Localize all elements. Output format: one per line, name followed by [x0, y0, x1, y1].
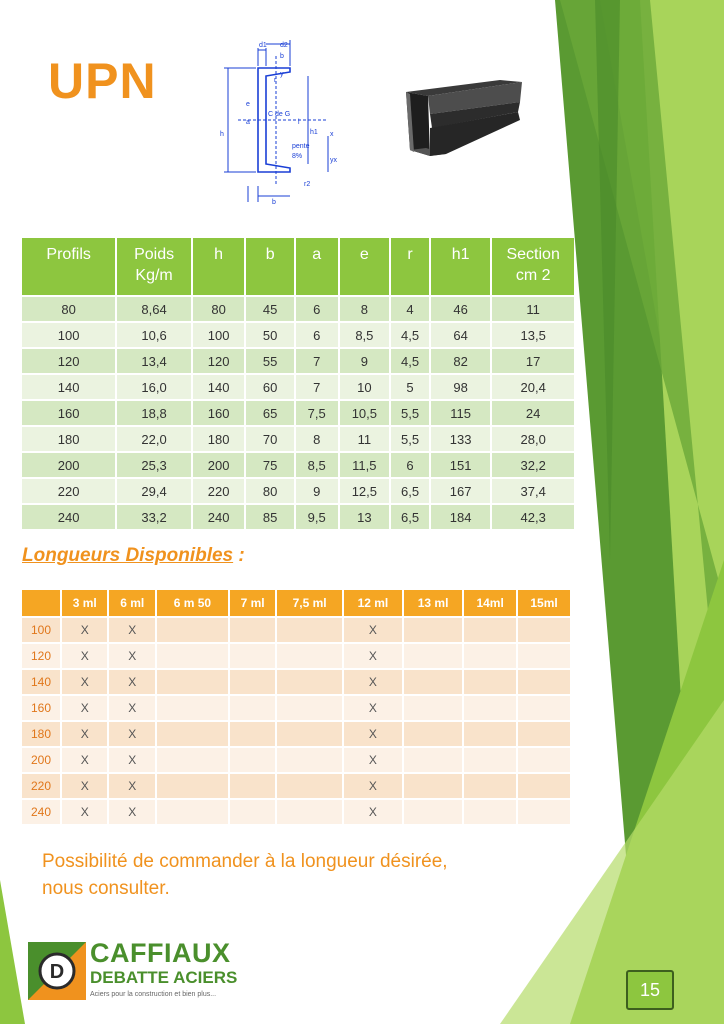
length-cell: X [344, 644, 402, 668]
spec-cell: 9 [340, 349, 390, 373]
custom-length-note [42, 848, 448, 902]
spec-header-e [340, 238, 390, 295]
spec-cell: 28,0 [492, 427, 574, 451]
svg-text:h1: h1 [310, 129, 318, 136]
spec-cell: 10 [340, 375, 390, 399]
length-cell [157, 748, 228, 772]
length-row [22, 670, 570, 694]
spec-cell: 10,6 [117, 323, 191, 347]
spec-cell: 6 [391, 453, 429, 477]
spec-cell: 200 [193, 453, 245, 477]
spec-cell: 13,4 [117, 349, 191, 373]
length-cell [518, 748, 570, 772]
spec-header-poids [117, 238, 191, 295]
length-cell [277, 748, 342, 772]
spec-cell: 22,0 [117, 427, 191, 451]
length-cell: X [109, 644, 155, 668]
length-cell: X [109, 774, 155, 798]
svg-text:a: a [246, 119, 250, 126]
spec-header-text: Section [506, 246, 560, 263]
spec-cell: 85 [246, 505, 294, 529]
length-cell: X [62, 748, 108, 772]
length-cell [404, 748, 462, 772]
spec-header-profils [22, 238, 115, 295]
available-lengths-title [22, 545, 245, 567]
length-cell [230, 774, 276, 798]
spec-cell: 4,5 [391, 349, 429, 373]
length-cell [518, 722, 570, 746]
spec-cell: 80 [193, 297, 245, 321]
length-cell [518, 670, 570, 694]
spec-cell: 45 [246, 297, 294, 321]
spec-header-section [492, 238, 574, 295]
length-row-profile: 180 [22, 722, 60, 746]
length-cell [157, 800, 228, 824]
logo-mark-icon [28, 942, 86, 1000]
spec-cell: 11,5 [340, 453, 390, 477]
length-cell: X [344, 722, 402, 746]
spec-cell: 180 [193, 427, 245, 451]
spec-row [22, 323, 574, 347]
spec-cell: 20,4 [492, 375, 574, 399]
length-cell [230, 722, 276, 746]
spec-row [22, 453, 574, 477]
length-cell: X [109, 618, 155, 642]
spec-cell: 8,5 [340, 323, 390, 347]
length-header-cell: 15ml [518, 590, 570, 616]
spec-cell: 5,5 [391, 401, 429, 425]
brand-name-line-1: CAFFIAUX [90, 938, 231, 968]
spec-cell: 82 [431, 349, 490, 373]
svg-text:yx: yx [330, 157, 337, 164]
spec-cell: 11 [492, 297, 574, 321]
spec-cell: 140 [193, 375, 245, 399]
length-cell: X [344, 670, 402, 694]
spec-cell: 180 [22, 427, 115, 451]
length-cell: X [62, 670, 108, 694]
length-cell [404, 670, 462, 694]
upn-channel-photo [400, 72, 530, 162]
note-line-2: nous consulter. [42, 878, 170, 899]
length-cell [518, 644, 570, 668]
spec-row [22, 401, 574, 425]
length-cell: X [344, 618, 402, 642]
spec-cell: 4,5 [391, 323, 429, 347]
spec-cell: 18,8 [117, 401, 191, 425]
spec-cell: 5 [391, 375, 429, 399]
length-cell: X [62, 800, 108, 824]
svg-text:l: l [298, 119, 300, 126]
spec-row [22, 297, 574, 321]
length-row-profile: 200 [22, 748, 60, 772]
length-cell [404, 618, 462, 642]
length-cell [404, 774, 462, 798]
spec-cell: 160 [193, 401, 245, 425]
spec-cell: 167 [431, 479, 490, 503]
spec-cell: 46 [431, 297, 490, 321]
length-cell [157, 670, 228, 694]
length-cell [157, 618, 228, 642]
spec-cell: 29,4 [117, 479, 191, 503]
svg-text:pente: pente [292, 143, 310, 150]
length-cell [277, 722, 342, 746]
length-cell [277, 618, 342, 642]
length-header-cell: 7 ml [230, 590, 276, 616]
spec-cell: 42,3 [492, 505, 574, 529]
length-cell [157, 774, 228, 798]
length-row [22, 800, 570, 824]
length-row [22, 748, 570, 772]
spec-cell: 32,2 [492, 453, 574, 477]
length-cell: X [344, 800, 402, 824]
length-cell: X [109, 800, 155, 824]
brand-tagline: Aciers pour la construction et bien plus... [90, 991, 217, 998]
spec-cell: 17 [492, 349, 574, 373]
spec-cell: 140 [22, 375, 115, 399]
length-row-profile: 100 [22, 618, 60, 642]
svg-text:d2: d2 [280, 42, 288, 49]
spec-cell: 240 [193, 505, 245, 529]
length-cell [518, 618, 570, 642]
spec-row [22, 375, 574, 399]
note-line-1: Possibilité de commander à la longueur désirée, [42, 851, 448, 872]
spec-cell: 7 [296, 375, 338, 399]
spec-cell: 70 [246, 427, 294, 451]
lengths-table-body [22, 618, 570, 824]
spec-cell: 6 [296, 297, 338, 321]
length-header-cell: 3 ml [62, 590, 108, 616]
spec-header-text: Poids [134, 246, 175, 263]
length-cell [230, 748, 276, 772]
length-row [22, 618, 570, 642]
spec-cell: 200 [22, 453, 115, 477]
spec-cell: 7,5 [296, 401, 338, 425]
length-row [22, 774, 570, 798]
length-header-cell: 13 ml [404, 590, 462, 616]
page-number: 15 [626, 970, 674, 1010]
spec-cell: 120 [193, 349, 245, 373]
length-cell: X [109, 748, 155, 772]
length-cell [157, 696, 228, 720]
length-row-profile: 160 [22, 696, 60, 720]
length-cell: X [62, 644, 108, 668]
svg-text:y: y [280, 71, 284, 78]
length-cell [230, 800, 276, 824]
length-header-cell: 6 m 50 [157, 590, 228, 616]
length-cell [464, 774, 516, 798]
spec-cell: 9,5 [296, 505, 338, 529]
length-cell [277, 696, 342, 720]
length-cell: X [344, 774, 402, 798]
length-cell: X [344, 696, 402, 720]
svg-text:8%: 8% [292, 153, 303, 160]
length-cell [277, 644, 342, 668]
spec-cell: 10,5 [340, 401, 390, 425]
spec-cell: 184 [431, 505, 490, 529]
spec-cell: 4 [391, 297, 429, 321]
length-cell [404, 800, 462, 824]
length-cell [277, 774, 342, 798]
spec-cell: 220 [22, 479, 115, 503]
length-row-profile: 120 [22, 644, 60, 668]
spec-cell: 6,5 [391, 479, 429, 503]
length-cell [277, 800, 342, 824]
spec-header-h1 [431, 238, 490, 295]
length-cell [518, 696, 570, 720]
length-cell: X [344, 748, 402, 772]
svg-text:d1: d1 [259, 42, 267, 49]
spec-cell: 25,3 [117, 453, 191, 477]
upn-profile-diagram [218, 36, 348, 208]
spec-header-text: h1 [451, 246, 470, 263]
spec-cell: 98 [431, 375, 490, 399]
length-row [22, 696, 570, 720]
spec-header-h [193, 238, 245, 295]
svg-text:b: b [272, 199, 276, 206]
spec-cell: 80 [246, 479, 294, 503]
svg-text:x: x [330, 131, 334, 138]
company-logo [28, 938, 268, 1008]
length-header-cell [22, 590, 60, 616]
spec-row [22, 349, 574, 373]
spec-cell: 55 [246, 349, 294, 373]
lengths-header-row [22, 590, 570, 616]
spec-header-a [296, 238, 338, 295]
spec-cell: 8,64 [117, 297, 191, 321]
length-cell [464, 748, 516, 772]
upn-spec-table [20, 236, 576, 531]
spec-cell: 75 [246, 453, 294, 477]
spec-cell: 60 [246, 375, 294, 399]
spec-cell: 115 [431, 401, 490, 425]
length-header-cell: 12 ml [344, 590, 402, 616]
spec-cell: 120 [22, 349, 115, 373]
svg-text:r2: r2 [304, 181, 311, 188]
brand-name-line-2: DEBATTE ACIERS [90, 968, 238, 987]
spec-cell: 80 [22, 297, 115, 321]
spec-row [22, 479, 574, 503]
length-cell [277, 670, 342, 694]
length-header-cell: 6 ml [109, 590, 155, 616]
spec-cell: 240 [22, 505, 115, 529]
svg-text:D: D [49, 961, 65, 983]
length-header-cell: 14ml [464, 590, 516, 616]
spec-cell: 8,5 [296, 453, 338, 477]
spec-cell: 6 [296, 323, 338, 347]
length-row [22, 644, 570, 668]
spec-cell: 16,0 [117, 375, 191, 399]
spec-cell: 13 [340, 505, 390, 529]
spec-cell: 160 [22, 401, 115, 425]
spec-cell: 12,5 [340, 479, 390, 503]
spec-cell: 7 [296, 349, 338, 373]
spec-header-r [391, 238, 429, 295]
length-cell [464, 670, 516, 694]
spec-cell: 8 [296, 427, 338, 451]
available-lengths-title-suffix: : [233, 545, 245, 566]
page-title: UPN [48, 53, 157, 109]
spec-cell: 13,5 [492, 323, 574, 347]
spec-header-text: r [407, 246, 413, 263]
length-cell [518, 800, 570, 824]
length-cell [404, 722, 462, 746]
length-cell: X [62, 722, 108, 746]
spec-cell: 151 [431, 453, 490, 477]
spec-cell: 24 [492, 401, 574, 425]
svg-text:C de G: C de G [268, 111, 291, 118]
svg-text:b: b [280, 53, 284, 60]
spec-cell: 11 [340, 427, 390, 451]
length-row [22, 722, 570, 746]
length-cell: X [62, 618, 108, 642]
length-row-profile: 240 [22, 800, 60, 824]
length-cell [464, 800, 516, 824]
length-cell [404, 644, 462, 668]
spec-cell: 100 [193, 323, 245, 347]
length-cell: X [109, 696, 155, 720]
spec-cell: 5,5 [391, 427, 429, 451]
length-cell [230, 644, 276, 668]
length-cell [464, 696, 516, 720]
length-cell [518, 774, 570, 798]
spec-cell: 133 [431, 427, 490, 451]
svg-text:e: e [246, 101, 250, 108]
length-cell: X [62, 774, 108, 798]
spec-header-text: b [265, 246, 275, 263]
length-row-profile: 140 [22, 670, 60, 694]
length-cell [464, 644, 516, 668]
svg-text:r: r [274, 77, 277, 84]
length-cell [230, 618, 276, 642]
spec-header-text: h [214, 246, 224, 263]
spec-header-text: a [312, 246, 322, 263]
spec-cell: 100 [22, 323, 115, 347]
length-cell [157, 722, 228, 746]
spec-cell: 65 [246, 401, 294, 425]
length-row-profile: 220 [22, 774, 60, 798]
spec-header-text: Kg/m [135, 267, 173, 284]
length-cell [464, 722, 516, 746]
length-cell: X [109, 722, 155, 746]
available-lengths-title-text: Longueurs Disponibles [22, 545, 234, 566]
length-cell: X [109, 670, 155, 694]
length-cell [157, 644, 228, 668]
spec-table-body [22, 297, 574, 529]
spec-header-text: Profils [46, 246, 91, 263]
length-cell [464, 618, 516, 642]
spec-row [22, 505, 574, 529]
spec-cell: 220 [193, 479, 245, 503]
spec-cell: 64 [431, 323, 490, 347]
spec-cell: 8 [340, 297, 390, 321]
length-cell: X [62, 696, 108, 720]
length-cell [230, 696, 276, 720]
spec-header-b [246, 238, 294, 295]
length-cell [404, 696, 462, 720]
spec-cell: 9 [296, 479, 338, 503]
spec-cell: 37,4 [492, 479, 574, 503]
spec-header-text: cm 2 [515, 267, 551, 284]
available-lengths-table [20, 588, 572, 826]
spec-header-row [22, 238, 574, 295]
svg-text:h: h [220, 131, 224, 138]
spec-header-text: e [359, 246, 369, 263]
spec-cell: 6,5 [391, 505, 429, 529]
length-header-cell: 7,5 ml [277, 590, 342, 616]
spec-cell: 50 [246, 323, 294, 347]
spec-row [22, 427, 574, 451]
spec-cell: 33,2 [117, 505, 191, 529]
length-cell [230, 670, 276, 694]
